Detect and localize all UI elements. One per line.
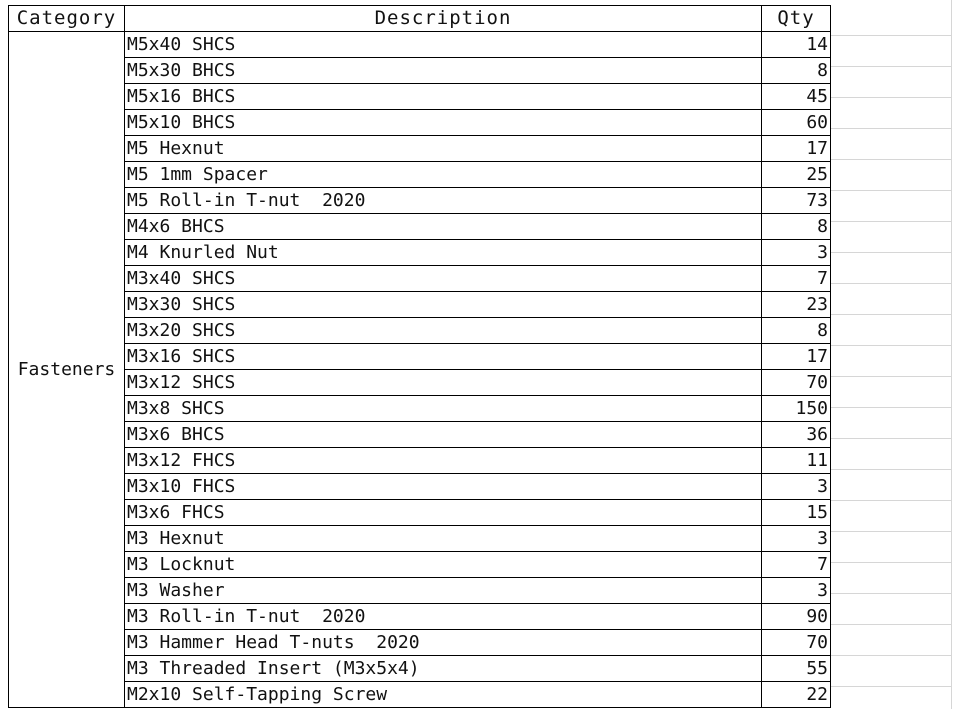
description-cell[interactable]: M3 Hammer Head T-nuts 2020 [125,630,762,656]
description-cell[interactable]: M3 Threaded Insert (M3x5x4) [125,656,762,682]
description-cell[interactable]: M3x40 SHCS [125,266,762,292]
qty-cell[interactable]: 3 [762,526,831,552]
qty-cell[interactable]: 14 [762,32,831,58]
qty-cell[interactable]: 8 [762,214,831,240]
table-row [9,32,831,58]
qty-cell[interactable]: 150 [762,396,831,422]
table-row [9,266,831,292]
table-row [9,526,831,552]
table-row [9,396,831,422]
bom-table [8,5,831,708]
qty-cell[interactable]: 7 [762,266,831,292]
description-cell[interactable]: M5x16 BHCS [125,84,762,110]
description-cell[interactable]: M3x16 SHCS [125,344,762,370]
header-row [9,6,831,32]
qty-cell[interactable]: 73 [762,188,831,214]
table-row [9,656,831,682]
table-row [9,448,831,474]
table-row [9,58,831,84]
description-cell[interactable]: M3x12 SHCS [125,370,762,396]
qty-cell[interactable]: 7 [762,552,831,578]
description-cell[interactable]: M4 Knurled Nut [125,240,762,266]
header-qty[interactable]: Qty [762,6,831,32]
qty-cell[interactable]: 55 [762,656,831,682]
qty-cell[interactable]: 8 [762,318,831,344]
qty-cell[interactable]: 90 [762,604,831,630]
table-row [9,162,831,188]
description-cell[interactable]: M3 Roll-in T-nut 2020 [125,604,762,630]
description-cell[interactable]: M4x6 BHCS [125,214,762,240]
qty-cell[interactable]: 36 [762,422,831,448]
table-body [9,32,831,708]
header-description[interactable]: Description [125,6,762,32]
description-cell[interactable]: M3 Washer [125,578,762,604]
table-row [9,604,831,630]
description-cell[interactable]: M3x30 SHCS [125,292,762,318]
table-row [9,422,831,448]
table-row [9,344,831,370]
qty-cell[interactable]: 70 [762,370,831,396]
empty-grid-column[interactable] [831,0,952,709]
table-row [9,110,831,136]
header-category[interactable]: Category [9,6,125,32]
table-row [9,318,831,344]
description-cell[interactable]: M2x10 Self-Tapping Screw [125,682,762,708]
qty-cell[interactable]: 3 [762,474,831,500]
qty-cell[interactable]: 23 [762,292,831,318]
description-cell[interactable]: M5x30 BHCS [125,58,762,84]
description-cell[interactable]: M3 Hexnut [125,526,762,552]
table-row [9,552,831,578]
description-cell[interactable]: M3x6 FHCS [125,500,762,526]
table-row [9,188,831,214]
table-row [9,240,831,266]
table-row [9,474,831,500]
qty-cell[interactable]: 8 [762,58,831,84]
description-cell[interactable]: M3x10 FHCS [125,474,762,500]
table-row [9,682,831,708]
qty-cell[interactable]: 45 [762,84,831,110]
table-row [9,630,831,656]
description-cell[interactable]: M5x40 SHCS [125,32,762,58]
table-row [9,370,831,396]
table-row [9,500,831,526]
table-row [9,214,831,240]
description-cell[interactable]: M3x12 FHCS [125,448,762,474]
qty-cell[interactable]: 3 [762,578,831,604]
table-row [9,292,831,318]
qty-cell[interactable]: 11 [762,448,831,474]
table-row [9,84,831,110]
description-cell[interactable]: M5 Roll-in T-nut 2020 [125,188,762,214]
category-cell[interactable]: Fasteners [9,32,125,708]
description-cell[interactable]: M5 1mm Spacer [125,162,762,188]
table-row [9,136,831,162]
qty-cell[interactable]: 17 [762,136,831,162]
qty-cell[interactable]: 60 [762,110,831,136]
qty-cell[interactable]: 17 [762,344,831,370]
qty-cell[interactable]: 3 [762,240,831,266]
qty-cell[interactable]: 70 [762,630,831,656]
qty-cell[interactable]: 15 [762,500,831,526]
description-cell[interactable]: M3x6 BHCS [125,422,762,448]
description-cell[interactable]: M5 Hexnut [125,136,762,162]
table-row [9,578,831,604]
description-cell[interactable]: M3x8 SHCS [125,396,762,422]
qty-cell[interactable]: 22 [762,682,831,708]
description-cell[interactable]: M3 Locknut [125,552,762,578]
description-cell[interactable]: M3x20 SHCS [125,318,762,344]
description-cell[interactable]: M5x10 BHCS [125,110,762,136]
qty-cell[interactable]: 25 [762,162,831,188]
